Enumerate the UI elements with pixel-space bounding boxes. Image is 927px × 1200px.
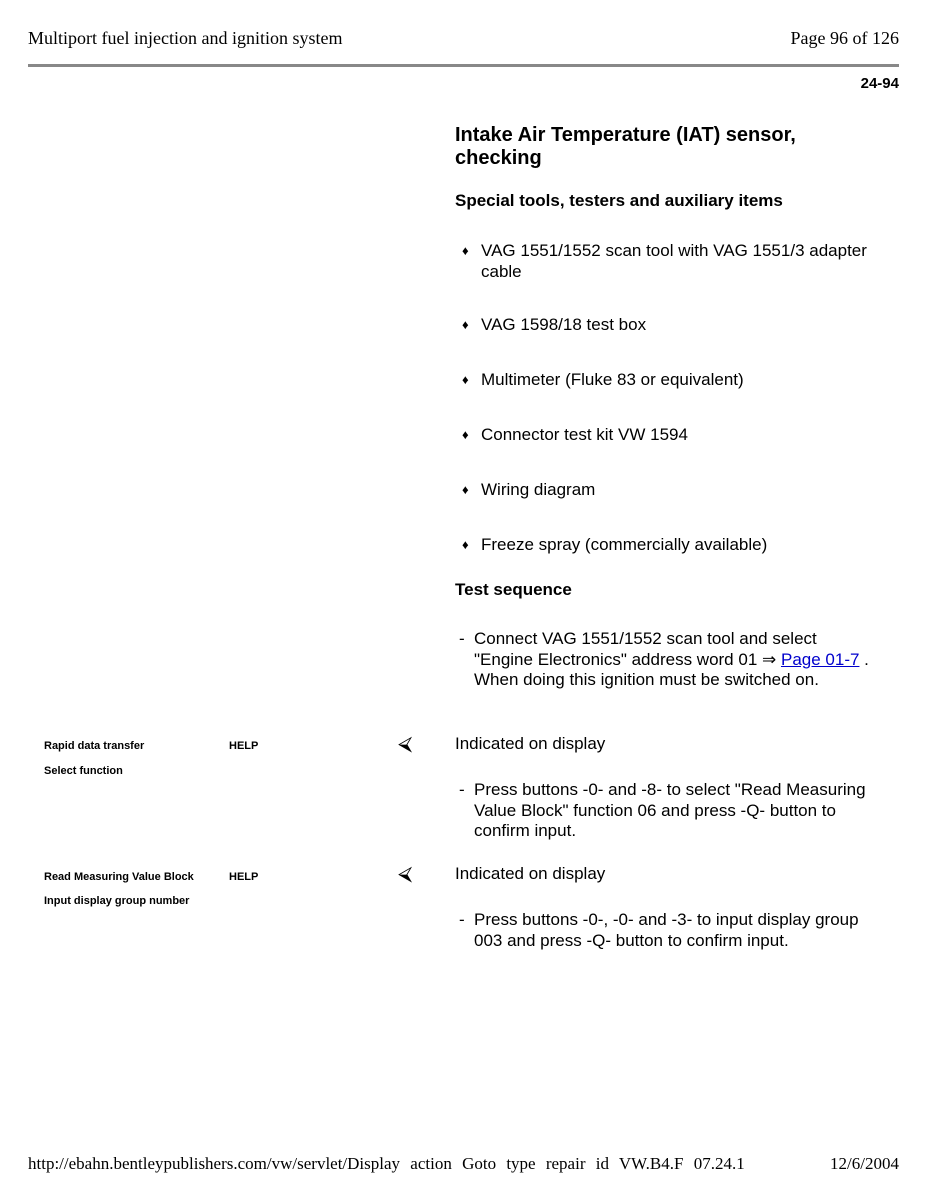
diamond-bullet-icon: ♦	[462, 482, 469, 497]
step-connect-scan-tool	[459, 629, 879, 691]
step-text: Press buttons -0-, -0- and -3- to input display group 003 and press -Q- button to confirm input.	[474, 910, 859, 950]
step-text	[474, 629, 879, 691]
dash-marker: -	[459, 780, 465, 799]
step-input-display-group	[459, 910, 879, 951]
test-sequence-heading: Test sequence	[455, 580, 572, 599]
tool-list-item	[462, 424, 882, 445]
tool-item-text: VAG 1598/18 test box	[481, 315, 647, 334]
diamond-bullet-icon: ♦	[462, 317, 469, 332]
document-title: Multiport fuel injection and ignition system	[28, 28, 343, 48]
tool-list-item	[462, 240, 882, 282]
tool-list-item	[462, 369, 882, 390]
tool-item-text: Wiring diagram	[481, 480, 596, 499]
footer-url: http://ebahn.bentleypublishers.com/vw/servlet/Display action Goto type repair id VW.B4.F 07.24.1	[28, 1154, 745, 1173]
header-divider	[28, 64, 899, 67]
tool-item-text: VAG 1551/1552 scan tool with VAG 1551/3 adapter cable	[481, 241, 867, 281]
step-text: Press buttons -0- and -8- to select "Read Measuring Value Block" function 06 and press -Q- button to confirm input.	[474, 780, 866, 840]
page-title: Intake Air Temperature (IAT) sensor, checking	[455, 124, 796, 169]
display-indicator-label: Indicated on display	[455, 734, 606, 753]
diamond-bullet-icon: ♦	[462, 243, 469, 258]
tool-item-text: Connector test kit VW 1594	[481, 425, 688, 444]
screen-line-2: Select function	[44, 765, 123, 777]
display-arrow-icon: ⮘	[398, 863, 413, 885]
page-link[interactable]: Page 01-7	[780, 649, 860, 669]
section-page-number: 24-94	[860, 75, 899, 92]
step-select-function	[459, 780, 879, 842]
screen-help: HELP	[229, 740, 259, 752]
tool-list-item	[462, 534, 882, 555]
diamond-bullet-icon: ♦	[462, 372, 469, 387]
screen-line-1: Read Measuring Value Block	[44, 871, 194, 883]
tool-item-text: Multimeter (Fluke 83 or equivalent)	[481, 370, 744, 389]
screen-line-1: Rapid data transfer	[44, 740, 145, 752]
page-indicator: Page 96 of 126	[790, 28, 899, 48]
screen-line-2: Input display group number	[44, 895, 190, 907]
tool-list-item	[462, 479, 882, 500]
footer-date: 12/6/2004	[830, 1154, 899, 1173]
display-arrow-icon: ⮘	[398, 733, 413, 755]
tool-item-text: Freeze spray (commercially available)	[481, 535, 768, 554]
diamond-bullet-icon: ♦	[462, 537, 469, 552]
step-text-part: . When doing this ignition must be switched on.	[474, 649, 869, 689]
dash-marker: -	[459, 629, 465, 648]
display-indicator-label: Indicated on display	[455, 864, 606, 883]
tools-heading: Special tools, testers and auxiliary items	[455, 191, 783, 210]
tool-list-item	[462, 314, 882, 335]
dash-marker: -	[459, 910, 465, 929]
diamond-bullet-icon: ♦	[462, 427, 469, 442]
screen-help: HELP	[229, 871, 259, 883]
step-text-part: Connect VAG 1551/1552 scan tool and select "Engine Electronics" address word 01 ⇒	[474, 629, 817, 669]
